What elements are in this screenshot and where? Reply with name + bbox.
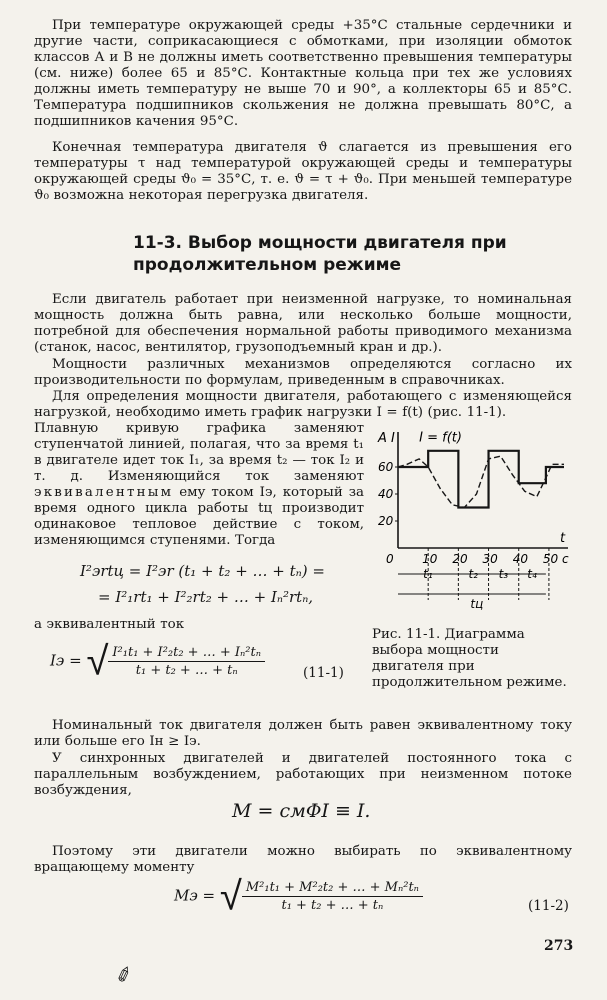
equation-number-11-2: (11-2) xyxy=(528,898,569,914)
sqrt-symbol: √ xyxy=(86,638,109,685)
x-tick-label: 20 xyxy=(452,552,468,566)
text-spaced-equivalent: эквивалентным xyxy=(34,485,174,500)
paragraph-mechanism-power: Мощности различных механизмов определяются согласно их производительности по формулам, приведенным в справочниках. xyxy=(34,357,572,388)
figure-caption: Рис. 11-1. Диаграмма выбора мощности двигателя при продолжительном режиме. xyxy=(372,627,567,690)
eq1-lhs: Iэ = xyxy=(50,651,82,670)
eq1-fraction xyxy=(108,645,265,678)
text-stepped-curve-c: ему током Iэ, который за время одного цикла работы tц производит одинаковое тепловое действие с током, изменяющимся ступенями. Тогда xyxy=(34,485,365,548)
sqrt-symbol: √ xyxy=(219,873,242,920)
paragraph-variable-load: Для определения мощности двигателя, работающего с изменяющейся нагрузкой, необходимо иметь график нагрузки I = f(t) (рис. 11-1). xyxy=(34,389,572,420)
eq1-numerator: I²₁t₁ + I²₂t₂ + … + Iₙ²tₙ xyxy=(108,645,265,662)
paragraph-temperature-limits: При температуре окружающей среды +35°С стальные сердечники и другие части, соприкасающиеся с обмотками, при изоляции обмоток классов А и В не должны иметь соответственно превышения температуры (см. ниже) более 65 и 85°С. Контактные кольца при тех же условиях должны иметь температуру не выше 70 и 90°, а коллекторы 65 и 85°С. Температура подшипников скольжения не должна превышать 80°С, а подшипников качения 95°С. xyxy=(34,18,572,129)
equation-heat-line2: = I²₁rt₁ + I²₂rt₂ + … + Iₙ²rtₙ, xyxy=(98,588,314,606)
cycle-label: tц xyxy=(470,597,484,611)
eq1-denominator: t₁ + t₂ + … + tₙ xyxy=(135,663,238,678)
interval-label: t₂ xyxy=(468,567,478,581)
y-tick-label: 40 xyxy=(378,487,394,501)
interval-label: t₄ xyxy=(527,567,537,581)
series-smooth xyxy=(398,456,564,507)
equation-11-1 xyxy=(50,638,265,685)
paragraph-final-temperature: Конечная температура двигателя ϑ слагается из превышения его температуры τ над температурой окружающей среды и температуры окружающей среды ϑ₀ = 35°С, т. е. ϑ = τ + ϑ₀. При меньшей температуре ϑ₀ возможна некоторая перегрузка двигателя. xyxy=(34,140,572,203)
eq2-numerator: M²₁t₁ + M²₂t₂ + … + Mₙ²tₙ xyxy=(242,880,423,897)
x-tick-label: 30 xyxy=(482,552,498,566)
paragraph-synchronous-motors: У синхронных двигателей и двигателей постоянного тока с параллельным возбуждением, работающих при неизменном потоке возбуждения, xyxy=(34,751,572,798)
eq2-lhs: Mэ = xyxy=(174,886,216,905)
equation-heat-line1: I²эrtц = I²эr (t₁ + t₂ + … + tₙ) = xyxy=(80,562,325,580)
interval-label: t₃ xyxy=(498,567,509,581)
paragraph-equivalent-torque: Поэтому эти двигатели можно выбирать по эквивалентному вращающему моменту xyxy=(34,844,572,875)
y-axis-label: A I xyxy=(378,431,395,446)
eq2-fraction xyxy=(242,880,423,913)
x-tick-label: 40 xyxy=(512,552,529,566)
equation-11-2 xyxy=(174,873,423,920)
x-tick-label: 50 c xyxy=(542,552,569,566)
paragraph-constant-load: Если двигатель работает при неизменной нагрузке, то номинальная мощность должна быть равна, или несколько больше мощности, потребной для обеспечения нормальной работы приводимого механизма (станок, насос, вентилятор, грузоподъемный кран и др.). xyxy=(34,292,572,355)
page-number: 273 xyxy=(544,938,574,954)
x-tick-label: 10 xyxy=(422,552,438,566)
y-tick-label: 20 xyxy=(378,514,394,528)
x-tick-label: 0 xyxy=(386,552,394,566)
paragraph-nominal-current: Номинальный ток двигателя должен быть равен эквивалентному току или больше его Iн ≥ Iэ. xyxy=(34,718,572,749)
section-heading: 11-3. Выбор мощности двигателя при продолжительном режиме xyxy=(133,233,507,275)
pen-mark: ✐ xyxy=(112,960,137,990)
interval-label: t₁ xyxy=(423,567,433,581)
equation-torque: M = cмΦI ≡ I. xyxy=(232,800,371,822)
text-stepped-curve-a: Плавную кривую графика заменяют ступенчатой линией, полагая, что за время t₁ в двигателе идет ток I₁, за время t₂ — ток I₂ и т. д. Изменяющийся ток заменяют xyxy=(34,421,364,484)
paragraph-stepped-curve xyxy=(34,421,364,549)
equation-number-11-1: (11-1) xyxy=(303,665,344,681)
series-stepped xyxy=(398,451,564,508)
chart-title: I = f(t) xyxy=(419,430,462,446)
figure-load-diagram xyxy=(364,430,574,625)
text-equivalent-current: а эквивалентный ток xyxy=(34,617,185,632)
x-axis-label: t xyxy=(560,531,566,546)
y-tick-label: 60 xyxy=(378,460,394,474)
eq2-denominator: t₁ + t₂ + … + tₙ xyxy=(281,898,384,913)
